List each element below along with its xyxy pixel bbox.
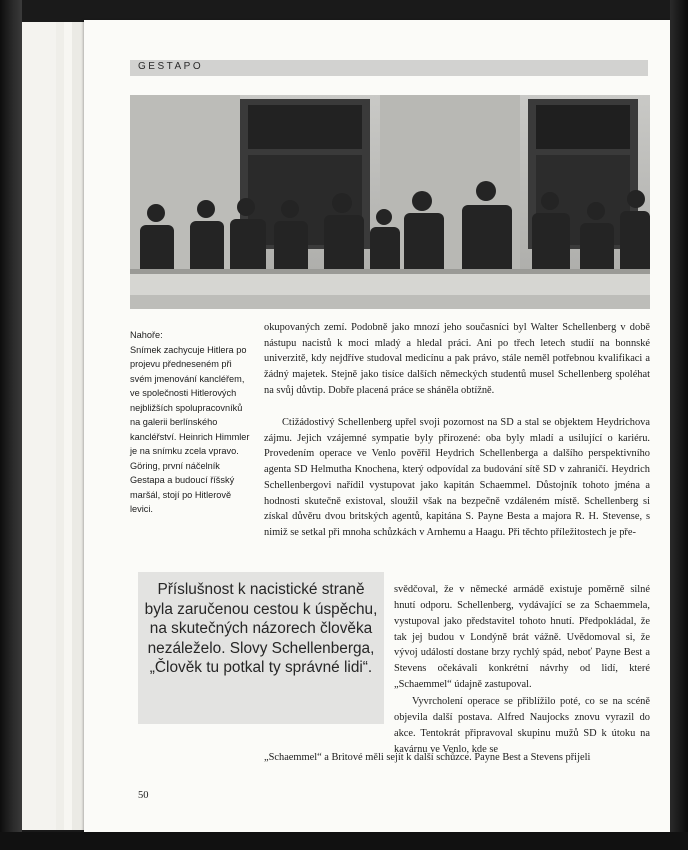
pull-quote-box: [138, 572, 384, 724]
caption-text: Snímek zachycuje Hitlera po projevu předneseném při svém jmenování kancléřem, ve společnosti Hitlerových nejbližších spolupracovníků na galerii berlínského kancléřství. Heinrich Himmler je na snímku zcela vpravo. Göring, první náčelník Gestapa a budoucí říšský maršál, stojí po Hitlerově levici.: [130, 344, 250, 514]
running-header: [130, 60, 648, 76]
body-paragraph-1: [264, 320, 650, 399]
photo-caption: [130, 328, 250, 517]
book-edge-bottom: [0, 832, 688, 850]
running-title: GESTAPO: [138, 61, 204, 72]
archival-photo: [130, 95, 650, 309]
archival-photo-balcony-icon: [130, 95, 650, 309]
paragraph-3-wide: „Schaemmel“ a Britové měli sejít k další schůzce. Payne Best a Stevens přijeli: [264, 752, 591, 764]
body-paragraph-3-continued: [264, 740, 650, 776]
paragraph-2-narrow: svědčoval, že v německé armádě existuje poměrně silné hnutí odporu. Schellenberg, vydávající se za Schaemmela, vystupoval jako představitel tohoto hnutí. Předpokládal, že tak jej budou v Londýně brát vážně. Uvědomoval si, že vývoj událostí dostane brzy rychlý spád, neboť Payne Best a Stevens očekávali konkrétní návrhy od lidí, které „Schaemmel“ údajně zastupoval.: [394, 584, 650, 690]
pull-quote-text: Příslušnost k nacistické straně byla zaručenou cestou k úspěchu, na skutečných názorech člověka nezáleželo. Slovy Schellenberga, „Člověk tu potkal ty správné lidi“.: [144, 581, 378, 677]
caption-title: Nahoře:: [130, 330, 163, 340]
paragraph-1: okupovaných zemí. Podobně jako mnozí jeho současníci byl Walter Schellenberg v době nástupu nacistů k moci mladý a hledal práci. Ani po třech letech studií na bonnské univerzitě, kdy nejdříve studoval medicínu a pak právo, stále neměl potřebnou kvalifikaci a žádný majetek. Stejně jako tisíce dalších německých studentů musel Schellenberg spoléhat na svůj důvtip. Dobře placená práce se sháněla obtížně.: [264, 322, 650, 396]
page-number: 50: [138, 790, 149, 801]
paragraph-3-narrow: Vyvrcholení operace se přiblížilo poté, co se na scéně objevila další postava. Alfred Naujocks znovu vyrazil do akce. Tentokrát připravoval skupinu mužů SD k útoku na kavárnu ve Venlo, kde se: [394, 696, 650, 755]
book-edge-right: [670, 0, 688, 850]
paragraph-2-wide: Ctižádostivý Schellenberg upřel svoji pozornost na SD a stal se objektem Heydrichova zájmu. Jejich vzájemné sympatie byly přirozené: oba byly mladí a usilující o kariéru. Provedením operace ve Venlo pověřil Heydrich Schellenberga a dalšího perspektivního agenta SD Helmutha Knochena, který odpovídal za budování sítě SD v zahraničí. Heydrich Schellenbergovi nařídil vystupovat jako kapitán Schaemmel. Důstojník tohoto jména a hodnosti skutečně existoval, sloužil však na bezpečně vzdáleném místě. Schellenberg si získal důvěru dvou britských agentů, kapitána S. Payne Besta a majora R. H. Stevense, s nimiž se setkal při mnoha schůzkách v Arnhemu a Haagu. Při těchto příležitostech je pře-: [264, 417, 650, 538]
book-spine-shadow: [0, 0, 22, 850]
book-page: [84, 20, 670, 832]
body-paragraph-2: [264, 415, 650, 541]
